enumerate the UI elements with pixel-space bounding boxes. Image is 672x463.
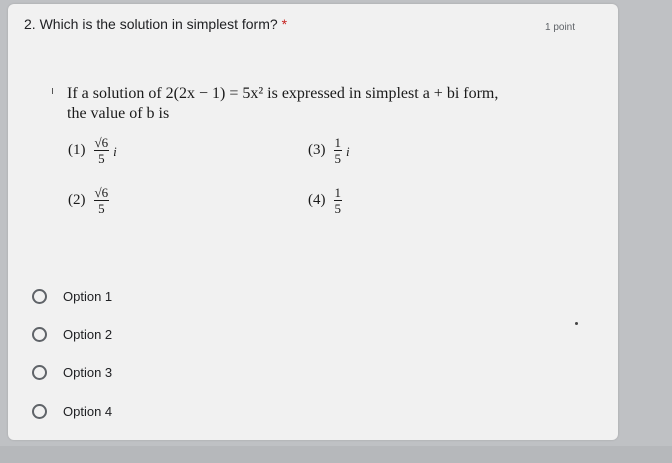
option-2[interactable] [32, 327, 112, 342]
choice-number: (2) [68, 192, 86, 208]
question-title [24, 16, 287, 32]
cursor-tick [52, 88, 53, 94]
fraction-numerator: √6 [94, 185, 109, 200]
fraction [94, 186, 110, 215]
page-bottom-strip [0, 446, 672, 463]
points-label: 1 point [545, 22, 576, 33]
fraction-denominator: 5 [334, 201, 341, 216]
problem-stem [67, 84, 498, 124]
problem-stem-line-2: the value of b is [67, 105, 170, 122]
radio-button[interactable] [32, 289, 47, 304]
choice-4 [308, 186, 342, 215]
option-4[interactable] [32, 404, 112, 419]
required-marker: * [281, 16, 288, 32]
fraction [334, 186, 343, 215]
fraction [94, 136, 110, 165]
option-label: Option 1 [63, 289, 113, 304]
option-label: Option 2 [63, 327, 113, 342]
fraction-numerator: 1 [334, 185, 341, 200]
choice-number: (3) [308, 142, 326, 158]
imaginary-unit: i [346, 143, 350, 159]
choice-1 [68, 136, 117, 165]
question-image [38, 74, 598, 244]
choice-number: (4) [308, 192, 326, 208]
fraction-denominator: 5 [98, 151, 105, 166]
choice-3 [308, 136, 350, 165]
fraction-numerator: √6 [94, 135, 109, 150]
choice-2 [68, 186, 109, 215]
fraction [334, 136, 343, 165]
choice-number: (1) [68, 142, 86, 158]
fraction-numerator: 1 [334, 135, 341, 150]
fraction-denominator: 5 [98, 201, 105, 216]
option-label: Option 4 [63, 404, 113, 419]
question-card [8, 4, 618, 440]
option-1[interactable] [32, 289, 112, 304]
option-label: Option 3 [63, 365, 113, 380]
imaginary-unit: i [113, 143, 117, 159]
question-title-text: 2. Which is the solution in simplest form? [24, 16, 278, 32]
radio-button[interactable] [32, 365, 47, 380]
option-3[interactable] [32, 365, 112, 380]
fraction-denominator: 5 [334, 151, 341, 166]
problem-stem-line-1: If a solution of 2(2x − 1) = 5x² is expressed in simplest a + bi form, [67, 85, 499, 102]
radio-button[interactable] [32, 404, 47, 419]
radio-button[interactable] [32, 327, 47, 342]
stray-dot [575, 322, 578, 325]
